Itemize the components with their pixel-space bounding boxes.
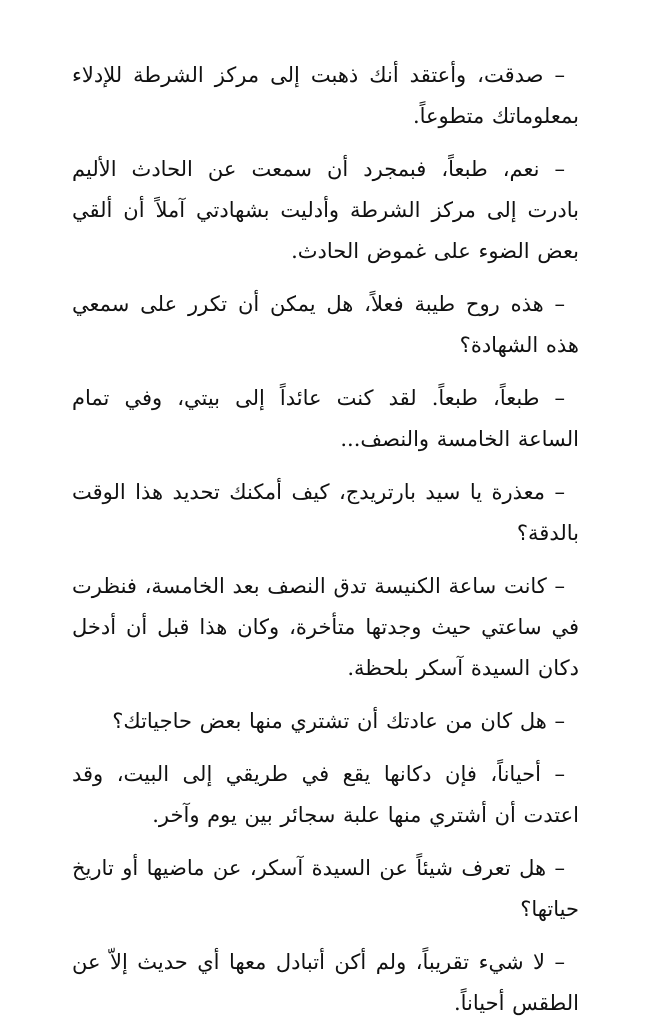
paragraph: – نعم، طبعاً، فبمجرد أن سمعت عن الحادث الأليم بادرت إلى مركز الشرطة وأدليت بشهادتي آملاً أن ألقي بعض الضوء على غموض الحادث. — [72, 157, 579, 263]
paragraph: – هل تعرف شيئاً عن السيدة آسكر، عن ماضيها أو تاريخ حياتها؟ — [72, 856, 579, 921]
paragraph: – طبعاً، طبعاً. لقد كنت عائداً إلى بيتي، وفي تمام الساعة الخامسة والنصف... — [72, 386, 579, 451]
paragraph: – أحياناً، فإن دكانها يقع في طريقي إلى البيت، وقد اعتدت أن أشتري منها علبة سجائر بين يوم وآخر. — [72, 762, 579, 827]
paragraph: – كانت ساعة الكنيسة تدق النصف بعد الخامسة، فنظرت في ساعتي حيث وجدتها متأخرة، وكان هذا قبل أن أدخل دكان السيدة آسكر بلحظة. — [72, 574, 579, 680]
paragraph: – صدقت، وأعتقد أنك ذهبت إلى مركز الشرطة للإدلاء بمعلوماتك متطوعاً. — [72, 63, 579, 128]
book-page-text — [72, 55, 579, 1036]
paragraph: – معذرة يا سيد بارتريدج، كيف أمكنك تحديد هذا الوقت بالدقة؟ — [72, 480, 579, 545]
paragraph: – لا شيء تقريباً، ولم أكن أتبادل معها أي حديث إلاّ عن الطقس أحياناً. — [72, 950, 579, 1015]
paragraph: – هذه روح طيبة فعلاً، هل يمكن أن تكرر على سمعي هذه الشهادة؟ — [72, 292, 579, 357]
paragraph: – هل كان من عادتك أن تشتري منها بعض حاجياتك؟ — [112, 709, 565, 733]
